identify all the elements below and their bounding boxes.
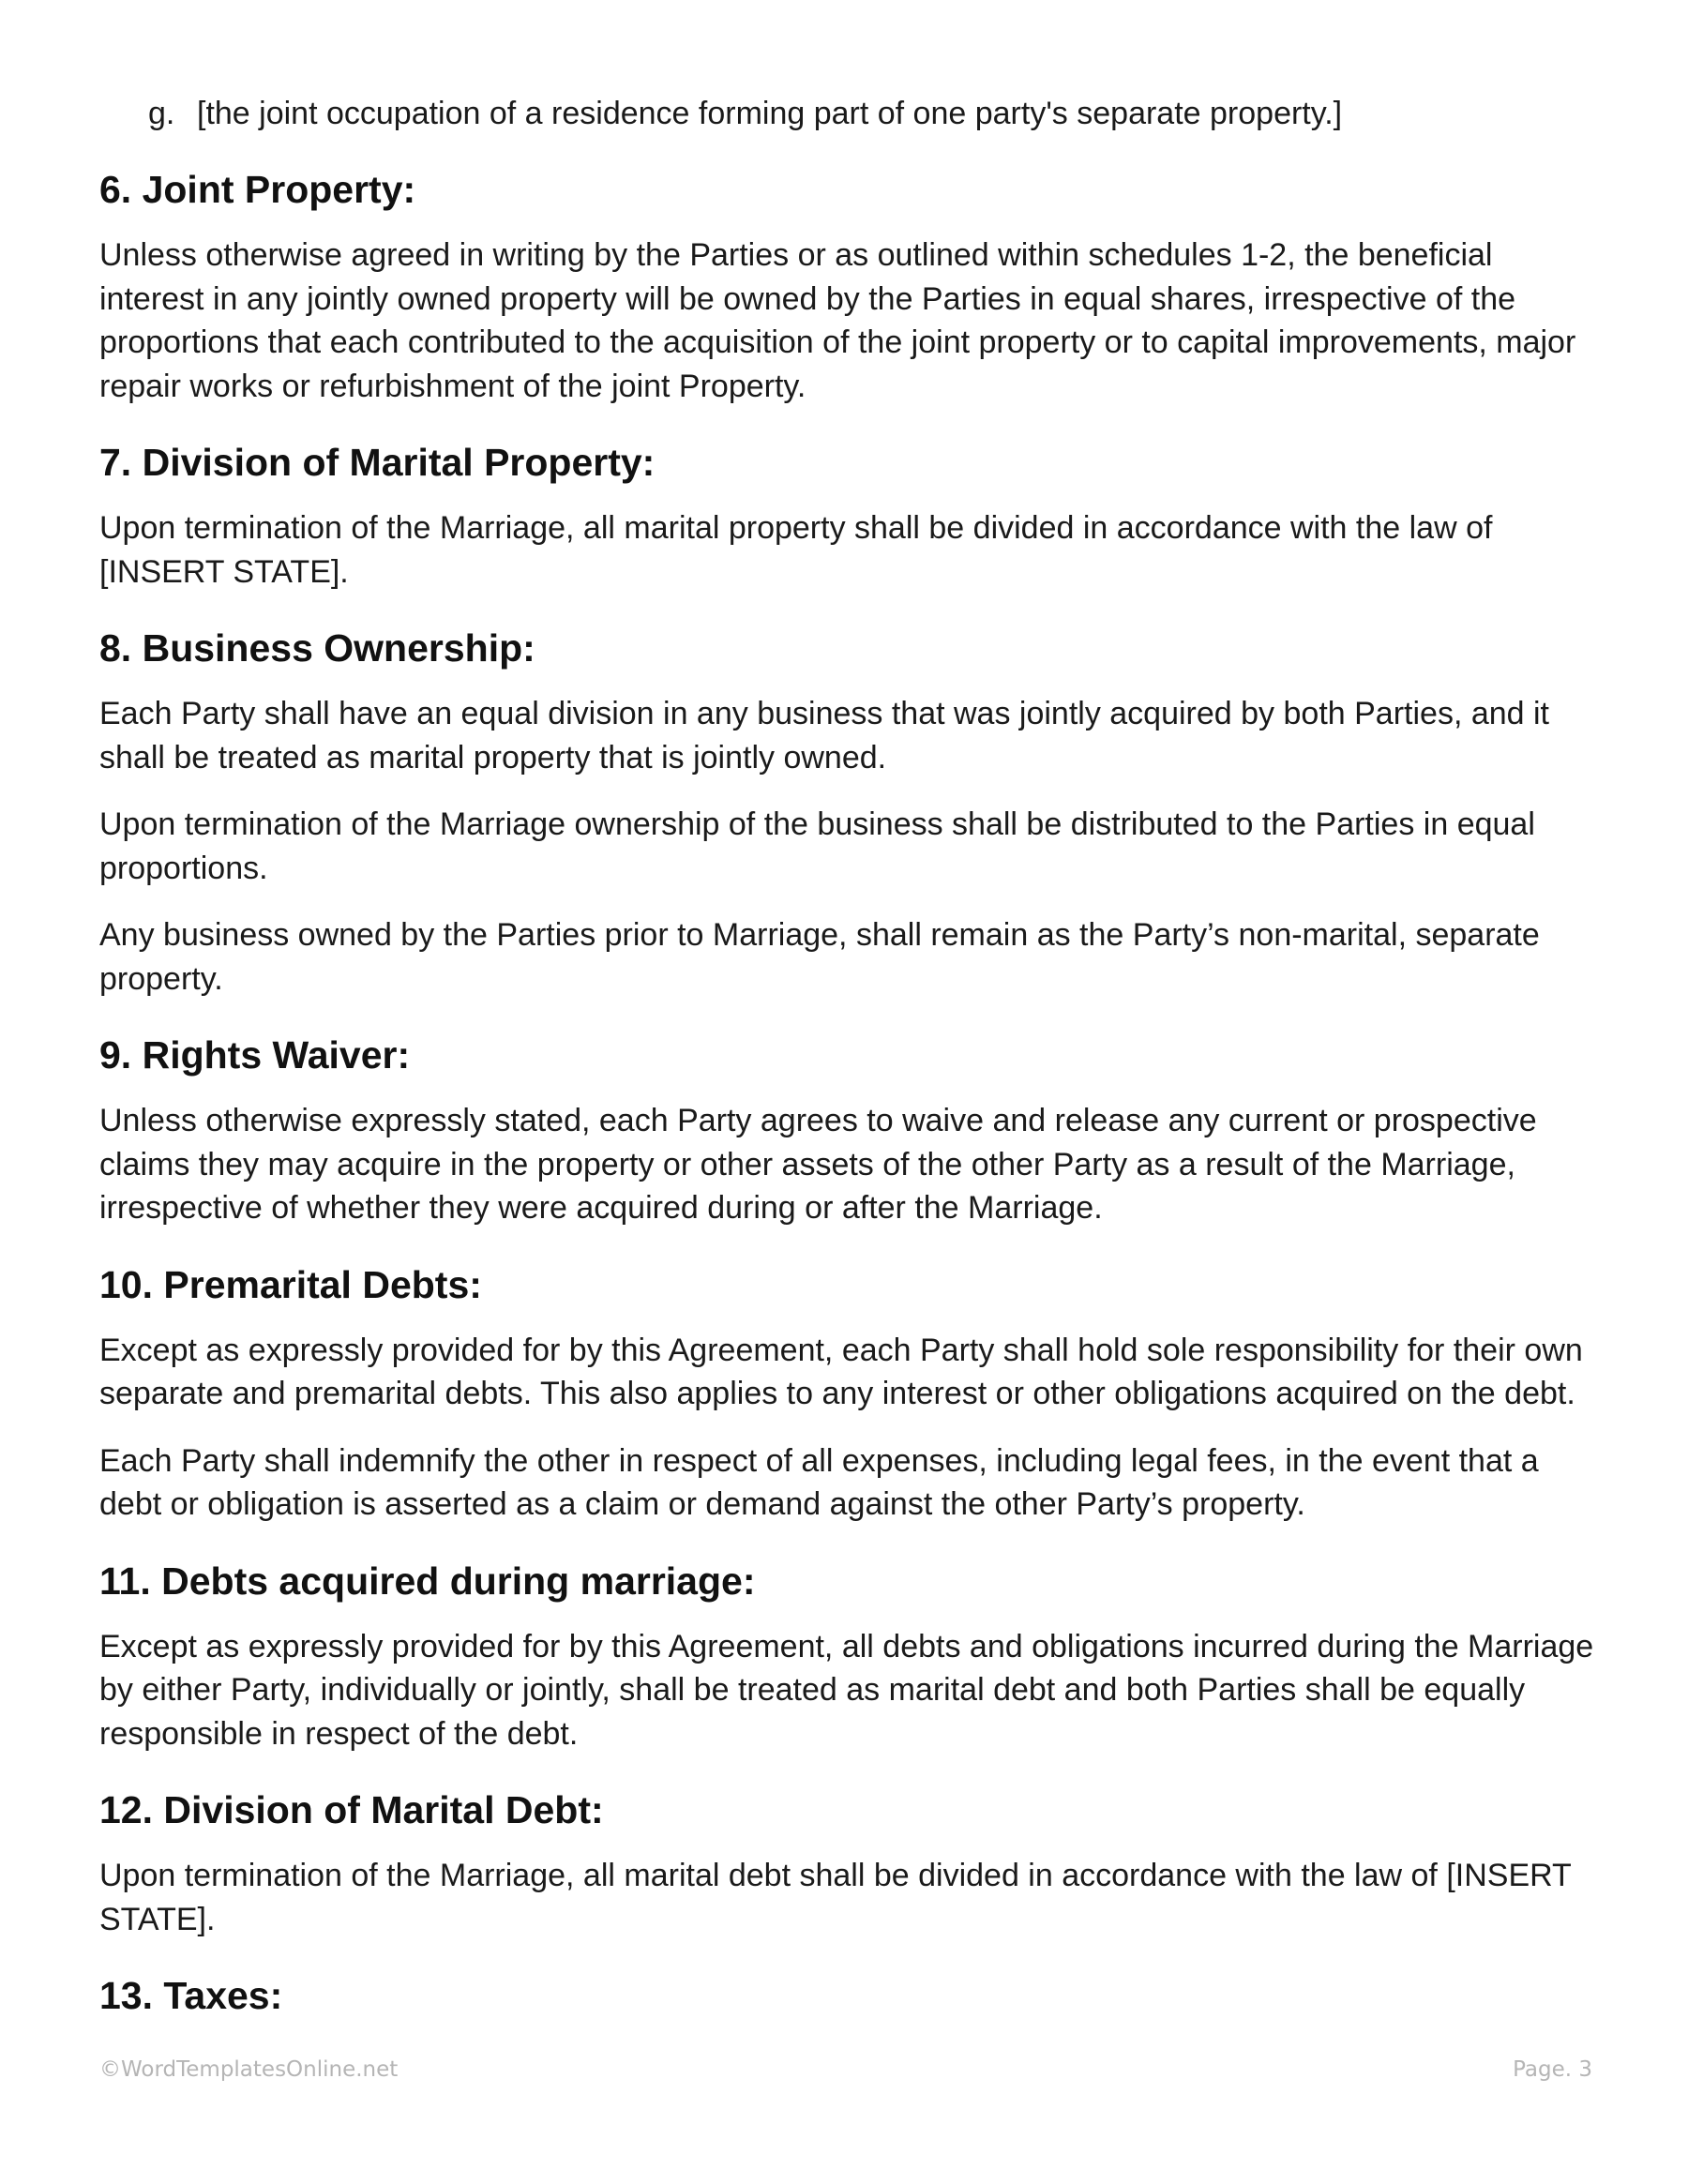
section-heading-division-of-marital-property: 7. Division of Marital Property: xyxy=(99,441,656,484)
section-paragraph: Upon termination of the Marriage, all marital debt shall be divided in accordance with the law of [INSERT STATE]. xyxy=(99,1858,1572,1937)
section-heading-business-ownership: 8. Business Ownership: xyxy=(99,626,535,670)
footer-copyright: ©WordTemplatesOnline.net xyxy=(99,2057,399,2082)
section-paragraph: Each Party shall indemnify the other in respect of all expenses, including legal fees, in the event that a debt or obligation is asserted as a claim or demand against the other Party’s property. xyxy=(99,1442,1539,1522)
page-footer xyxy=(99,2057,1592,2082)
section-paragraph: Except as expressly provided for by this Agreement, all debts and obligations incurred during the Marriage by either Party, individually or jointly, shall be treated as marital debt and both Parties shall be equally responsible in respect of the debt. xyxy=(99,1628,1594,1752)
list-marker: g. xyxy=(148,96,175,131)
section-heading-joint-property: 6. Joint Property: xyxy=(99,168,416,211)
section-heading-premarital-debts: 10. Premarital Debts: xyxy=(99,1262,482,1306)
section-paragraph: Unless otherwise expressly stated, each Party agrees to waive and release any current or prospective claims they may acquire in the property or other assets of the other Party as a result of the Marriage, irrespective of whether they were acquired during or after the Marriage. xyxy=(99,1103,1537,1226)
section-paragraph: Upon termination of the Marriage ownership of the business shall be distributed to the Parties in equal proportions. xyxy=(99,806,1535,886)
section-paragraph: Upon termination of the Marriage, all marital property shall be divided in accordance with the law of [INSERT STATE]. xyxy=(99,510,1493,590)
section-heading-division-of-marital-debt: 12. Division of Marital Debt: xyxy=(99,1788,604,1831)
section-heading-taxes: 13. Taxes: xyxy=(99,1974,283,2017)
section-paragraph: Unless otherwise agreed in writing by the Parties or as outlined within schedules 1-2, the beneficial interest in any jointly owned property will be owned by the Parties in equal shares, irrespective of the proportions that each contributed to the acquisition of the joint property or to capital improvements, major repair works or refurbishment of the joint Property. xyxy=(99,237,1576,404)
list-item xyxy=(148,92,1600,135)
section-heading-debts-acquired-during-marriage: 11. Debts acquired during marriage: xyxy=(99,1559,756,1603)
section-paragraph: Each Party shall have an equal division in any business that was jointly acquired by both Parties, and it shall be treated as marital property that is jointly owned. xyxy=(99,696,1550,776)
document-body xyxy=(99,92,1600,2020)
footer-page-number: Page. 3 xyxy=(1513,2057,1592,2082)
section-heading-rights-waiver: 9. Rights Waiver: xyxy=(99,1033,411,1077)
section-paragraph: Any business owned by the Parties prior to Marriage, shall remain as the Party’s non-marital, separate property. xyxy=(99,917,1540,997)
section-paragraph: Except as expressly provided for by this Agreement, each Party shall hold sole responsibility for their own separate and premarital debts. This also applies to any interest or other obligations acquired on the debt. xyxy=(99,1332,1583,1411)
list-item-text: [the joint occupation of a residence forming part of one party's separate property.] xyxy=(197,96,1343,131)
